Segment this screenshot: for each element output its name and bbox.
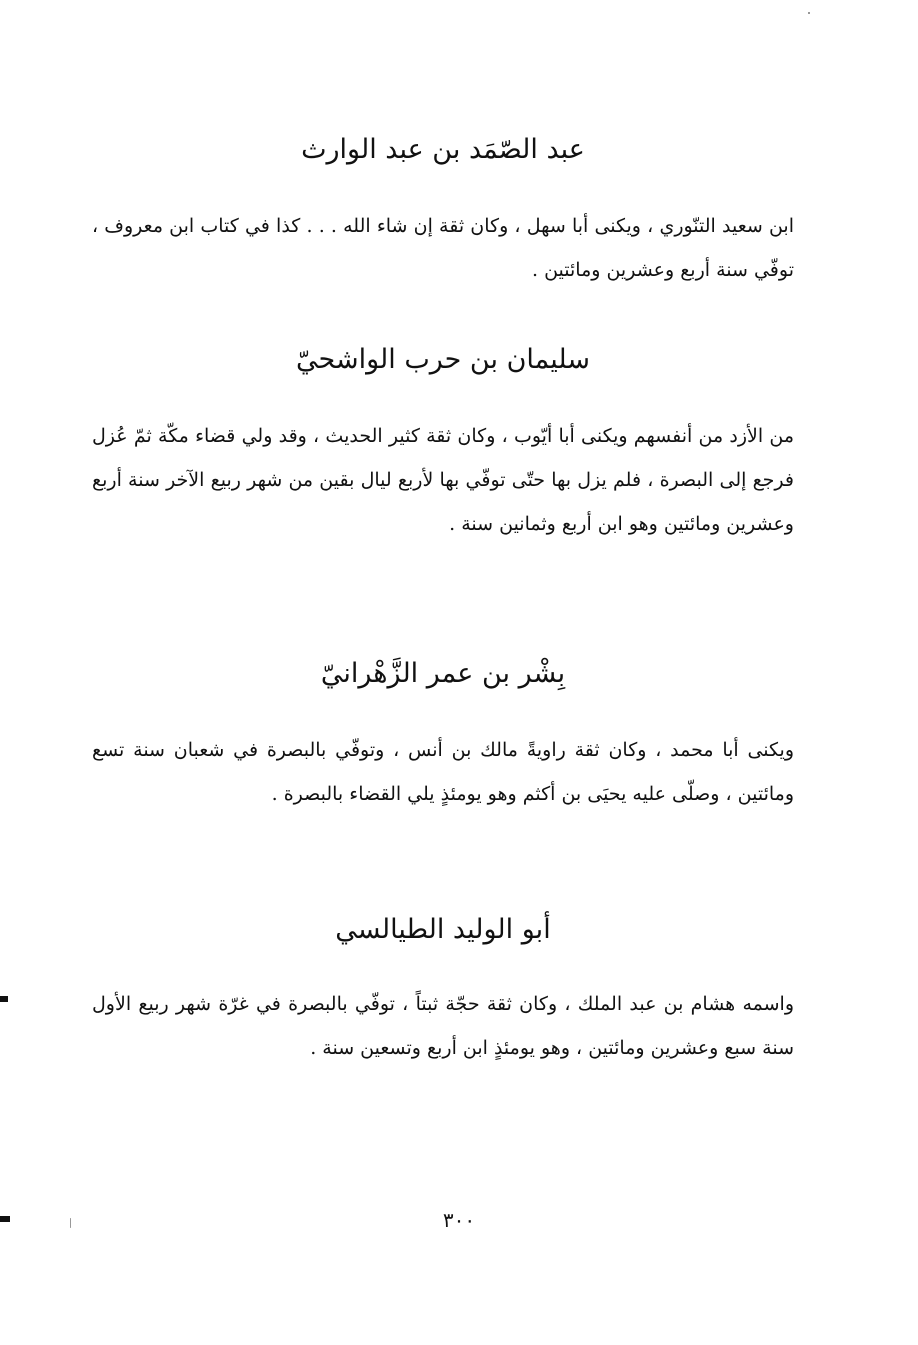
section-paragraph: [92, 204, 794, 292]
scan-speck: [808, 12, 810, 14]
section-paragraph: [92, 414, 794, 546]
paragraph-text: ويكنى أبا محمد ، وكان ثقة راويةً مالك بن أنس ، وتوفّي بالبصرة في شعبان سنة تسع ومائتين ، وصلّى عليه يحيَى بن أكثم وهو يومئذٍ يلي القضاء بالبصرة .: [92, 739, 794, 805]
page-number: ٣٠٠: [442, 1208, 476, 1232]
paragraph-text: ابن سعيد التنّوري ، ويكنى أبا سهل ، وكان ثقة إن شاء الله . . . كذا في كتاب ابن معروف ، توفّي سنة أربع وعشرين ومائتين .: [92, 215, 794, 281]
section-paragraph: [92, 728, 794, 816]
scan-mark: [0, 1216, 10, 1222]
section-heading: سليمان بن حرب الواشحيّ: [296, 344, 590, 375]
scan-speck: [70, 1218, 71, 1228]
scan-mark: [0, 996, 8, 1002]
paragraph-text: من الأزد من أنفسهم ويكنى أبا أيّوب ، وكان ثقة كثير الحديث ، وقد ولي قضاء مكّة ثمّ عُزل فرجع إلى البصرة ، فلم يزل بها حتّى توفّي بها لأربع ليال بقين من شهر ربيع الآخر سنة أربع وعشرين ومائتين وهو ابن أربع وثمانين سنة .: [92, 425, 794, 535]
paragraph-text: واسمه هشام بن عبد الملك ، وكان ثقة حجّة ثبتاً ، توفّي بالبصرة في غرّة شهر ربيع الأول سنة سبع وعشرين ومائتين ، وهو يومئذٍ ابن أربع وتسعين سنة .: [92, 993, 794, 1059]
section-heading: بِشْر بن عمر الزَّهْرانيّ: [320, 658, 566, 689]
section-heading: عبد الصّمَد بن عبد الوارث: [301, 134, 585, 165]
section-paragraph: [92, 982, 794, 1070]
section-heading: أبو الوليد الطيالسي: [335, 914, 551, 945]
